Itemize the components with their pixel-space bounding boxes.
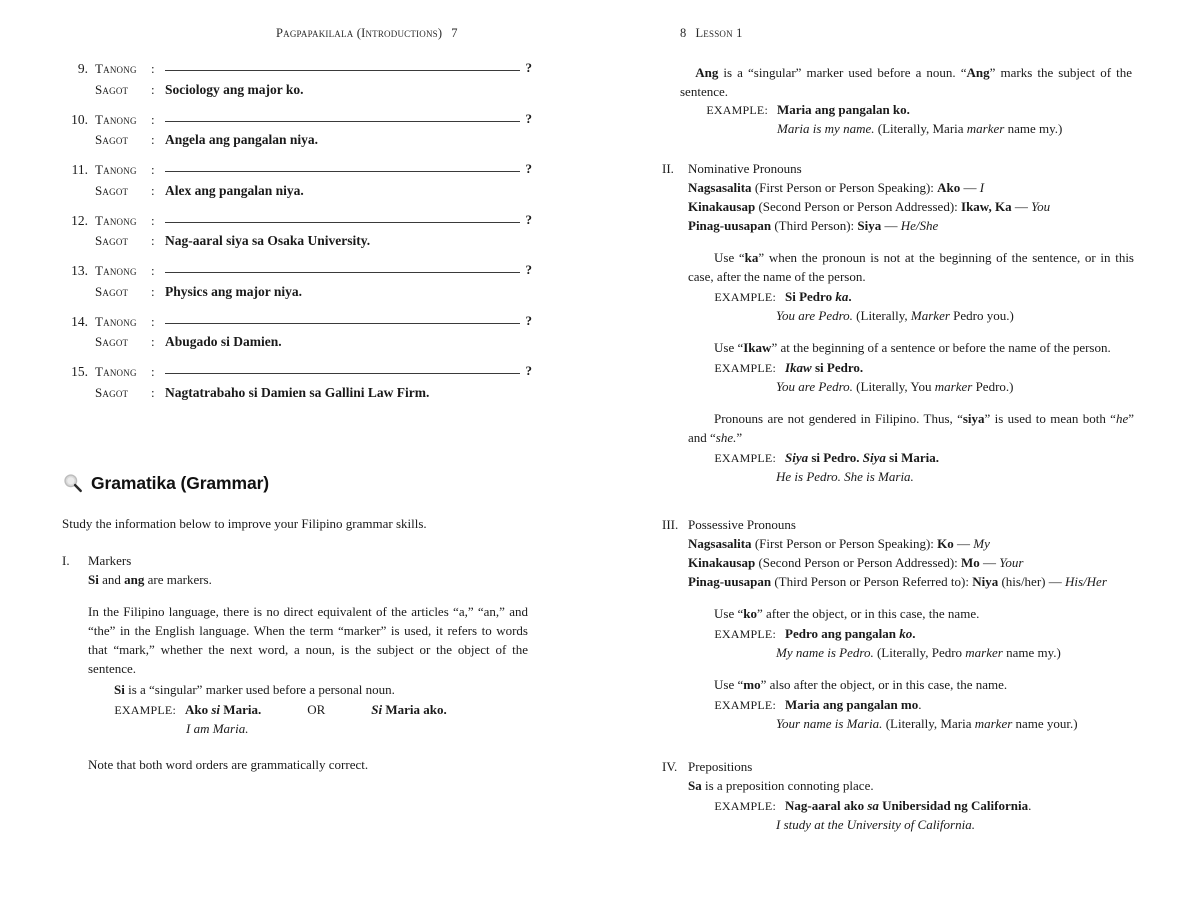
sa-rule-line [688,777,1136,796]
blank-rule [165,171,520,172]
pronoun-form: Niya [972,573,999,589]
answer-text: Sociology ang major ko. [165,81,304,97]
answer-row [62,386,532,400]
example-or: OR [307,701,326,717]
example-label: EXAMPLE: [714,697,776,712]
list-item [62,109,532,147]
example-translation [776,715,1136,734]
example-label: EXAMPLE: [706,103,768,117]
pronoun-person-term: Nagsasalita [688,535,752,551]
ko-rule-c: ” after the object, or in this case, the name. [756,605,980,621]
section-numeral: IV. [662,759,678,774]
sa-example-part3: Unibersidad ng California [878,797,1029,813]
answer-label: Sagot [95,334,129,349]
section-nominative-pronouns [662,160,1136,487]
item-number: 11. [71,162,88,177]
ikaw-bold: Ikaw [743,339,772,355]
question-row [62,311,532,329]
example-row [714,359,1136,378]
pronoun-form: Ikaw, Ka [961,198,1012,214]
ka-bold: ka [744,249,759,265]
question-row [62,361,532,379]
answer-blank-field[interactable] [165,361,532,376]
item-number: 14. [71,313,88,329]
ang-example-sentence: Maria ang pangalan ko. [777,102,910,117]
colon-separator: : [151,111,155,127]
example-a-part1: Ako [185,701,212,717]
siya-example-1: Siya [785,449,809,465]
colon-separator: : [151,313,155,329]
question-label: Tanong [95,111,137,127]
pronoun-row [688,217,1136,236]
answer-row [62,335,532,349]
answer-blank-field[interactable] [165,109,532,124]
siya-gloss-he: he [1115,410,1129,426]
item-number: 9. [77,61,88,76]
example-label: EXAMPLE: [714,289,776,304]
pronoun-row [688,554,1136,573]
ka-translation-b: Pedro you.) [949,307,1014,323]
colon-separator: : [151,61,155,76]
pronoun-row [688,573,1136,592]
example-a-si: si [211,701,221,717]
question-row [62,210,532,228]
ko-example-part3: . [912,625,916,641]
section-prepositions [662,758,1136,835]
ikaw-translation-b: Pedro.) [972,378,1014,394]
example-translation [186,720,536,739]
example-row [714,696,1136,715]
answer-text: Nag-aaral siya sa Osaka University. [165,233,371,248]
pronoun-person-desc: (Second Person or Person Addressed): [755,554,962,570]
folio-number-left: 7 [451,26,458,40]
example-text [785,359,1136,378]
running-head-title: Pagpapakilala (Introductions) [276,26,443,40]
pronoun-gloss: Your [999,554,1024,570]
mo-rule-a: Use “ [714,676,744,692]
section-numeral: I. [62,553,70,568]
ang-translation-marker: marker [966,120,1005,136]
answer-row [62,234,532,248]
question-row [62,159,532,177]
section-numeral: III. [662,517,679,532]
answer-row [62,184,532,198]
sa-translation: I study at the University of California. [776,816,975,832]
list-item [62,210,532,248]
mo-translation-a: (Literally, Maria [882,715,975,731]
si-rule-line [114,681,536,700]
ang-rule-part2: is a “singular” marker used before a noun. “ [718,65,967,80]
markers-note: Note that both word orders are grammatically correct. [88,756,369,772]
pronoun-row [688,179,1136,198]
pronoun-extra-desc: (his/her) [998,573,1046,589]
pronoun-form: Ako [937,179,961,195]
ko-translation-b: name my.) [1002,644,1061,660]
ka-rule-a: Use “ [714,249,745,265]
siya-gender-rule [688,410,1134,448]
list-item [62,159,532,197]
answer-text: Physics ang major niya. [165,283,303,299]
ang-rule-example-block [680,101,1132,139]
list-item [62,311,532,349]
pronoun-row [688,535,1136,554]
question-mark: ? [525,110,532,126]
pronoun-gloss: I [979,179,985,195]
question-mark: ? [525,211,532,227]
blank-rule [165,121,520,122]
example-row [714,625,1136,644]
sa-bold: Sa [688,777,702,793]
example-text [785,288,1136,307]
colon-separator: : [151,81,155,97]
item-number: 13. [71,263,88,278]
list-item [62,58,532,96]
spacer [62,739,536,752]
example-row [714,288,1136,307]
pronoun-person-term: Kinakausap [688,554,756,570]
colon-separator: : [151,212,155,228]
example-translation-text: I am Maria. [186,720,249,736]
ko-example-ko: ko [899,625,913,641]
pronoun-dash: — [1011,198,1032,214]
example-label: EXAMPLE: [714,626,776,641]
section-heading-row [62,552,536,571]
answer-text: Angela ang pangalan niya. [165,132,319,147]
answer-label: Sagot [95,233,129,248]
pronoun-dash: — [960,179,980,195]
example-text [785,625,1136,644]
answer-text: Abugado si Damien. [165,334,282,349]
right-page [598,0,1196,901]
example-row [706,101,1132,120]
answer-label: Sagot [95,81,129,97]
pronoun-person-term: Pinag-uusapan [688,217,772,233]
blank-rule [165,70,520,71]
question-row [62,58,532,76]
siya-translation: He is Pedro. She is Maria. [776,468,914,484]
section-title: Nominative Pronouns [688,161,802,176]
spacer [662,663,1136,676]
grammar-section-heading [62,472,269,494]
pronoun-form: Ko [937,535,954,551]
ka-example-part1: Si Pedro [785,288,836,304]
list-item [62,361,532,399]
example-translation [776,644,1136,663]
mo-example-part1: Maria ang pangalan mo [785,696,919,712]
siya-example-4: si Maria. [885,449,939,465]
ang-rule-part4: ” marks the subject of the sentence. [680,65,1132,99]
ang-translation-italic: Maria is my name. [777,120,875,136]
folio-number-right: 8 [680,26,687,40]
page-title: Gramatika (Grammar) [91,472,270,493]
pronoun-person-term: Nagsasalita [688,179,752,195]
ka-translation-a: (Literally, [852,307,911,323]
siya-rule-d: ” and “ [688,410,1135,445]
siya-bold: siya [962,410,985,426]
section-heading-row [662,516,1136,535]
colon-separator: : [151,233,155,248]
colon-separator: : [151,132,155,147]
question-mark: ? [525,161,532,176]
question-mark: ? [525,312,532,328]
mo-translation-marker: marker [974,715,1013,731]
answer-blank-field[interactable] [165,260,532,275]
example-row [114,701,536,720]
section-title: Prepositions [688,759,753,774]
colon-separator: : [151,334,155,349]
colon-separator: : [151,364,155,379]
pronoun-gloss: You [1031,198,1051,214]
example-translation [777,120,1132,139]
ikaw-rule-a: Use “ [714,339,744,355]
siya-rule-a: Pronouns are not gendered in Filipino. Thus, “ [714,410,963,426]
pronoun-row [688,198,1136,217]
question-mark: ? [525,262,532,277]
ka-rule-c: ” when the pronoun is not at the beginning of the sentence, or in this case, after the name of the person. [688,249,1134,284]
ang-translation-a: (Literally, Maria [874,120,967,136]
siya-gloss-she: she. [715,429,737,445]
ko-translation-italic: My name is Pedro. [776,644,874,660]
example-translation [776,468,1136,487]
pronoun-dash: — [1045,573,1065,589]
example-a-part3: Maria. [220,701,262,717]
pronoun-person-desc: (First Person or Person Speaking): [751,535,938,551]
colon-separator: : [151,283,155,299]
answer-blank-field[interactable] [165,311,532,326]
answer-row [62,285,532,299]
question-row [62,109,532,127]
pronoun-form: Mo [961,554,980,570]
question-mark: ? [525,363,532,378]
pronoun-form: Siya [857,217,882,233]
mo-translation-italic: Your name is Maria. [776,715,883,731]
marker-si: Si [88,571,99,587]
example-row [714,449,1136,468]
section-title: Markers [88,553,132,568]
pronoun-person-term: Kinakausap [688,198,756,214]
answer-blank-field[interactable] [165,159,532,174]
example-label: EXAMPLE: [714,360,776,375]
item-number: 15. [71,364,88,379]
ikaw-translation-marker: marker [934,378,973,394]
item-number: 10. [71,111,88,127]
colon-separator: : [151,384,155,400]
question-mark: ? [525,60,532,75]
pronoun-gloss: His/Her [1064,573,1107,589]
ko-rule-a: Use “ [714,605,744,621]
question-label: Tanong [95,61,137,76]
markers-paragraph: In the Filipino language, there is no direct equivalent of the articles “a,” “an,” and “the” in the English language. When the term “marker” is used, it refers to words that “mark,” whether the next word, a noun, is the subject or the object of the sentence. [88,603,528,676]
si-bold: Si [114,681,125,697]
question-label: Tanong [95,162,137,177]
example-translation [776,307,1136,326]
ko-example-part1: Pedro ang pangalan [785,625,900,641]
ikaw-example-part2: si Pedro. [811,359,864,375]
spacer [62,590,536,603]
markers-conjunction: and [98,571,125,587]
mo-rule-c: ” also after the object, or in this case, the name. [760,676,1008,692]
example-label: EXAMPLE: [714,798,776,813]
answer-blank-field[interactable] [165,58,532,73]
question-label: Tanong [95,313,137,329]
ka-example-ka: ka [835,288,849,304]
answer-row [62,133,532,147]
siya-rule-c: ” is used to mean both “ [984,410,1116,426]
pronoun-dash: — [953,535,974,551]
spacer [662,326,1136,339]
colon-separator: : [151,263,155,278]
example-translation [776,378,1136,397]
mo-example-part2: . [918,696,922,712]
question-row [62,260,532,278]
example-text [785,797,1136,816]
section-possessive-pronouns [662,516,1136,734]
colon-separator: : [151,182,155,198]
ang-translation-b: name my.) [1004,120,1063,136]
section-numeral: II. [662,161,674,176]
example-text [785,449,1136,468]
siya-example-2: si Pedro. [808,449,863,465]
grammar-intro-text: Study the information below to improve your Filipino grammar skills. [62,516,427,531]
sa-example-part4: . [1028,797,1032,813]
colon-separator: : [151,162,155,177]
ikaw-example-ikaw: Ikaw [785,359,812,375]
section-markers [62,552,536,775]
sa-rule-rest: is a preposition connoting place. [701,777,874,793]
ang-bold-1: Ang [695,65,719,80]
example-row [714,797,1136,816]
siya-example-3: Siya [862,449,886,465]
example-label: EXAMPLE: [114,702,176,717]
spacer [662,236,1136,249]
sa-example-part1: Nag-aaral ako [785,797,868,813]
ikaw-translation-italic: You are Pedro. [776,378,853,394]
pronoun-gloss: My [973,535,990,551]
pronoun-person-desc: (First Person or Person Speaking): [751,179,938,195]
pronoun-person-desc: (Third Person or Person Referred to): [771,573,973,589]
example-b-si: Si [371,701,383,717]
markers-line-rest: are markers. [144,571,212,587]
markers-definition-line [88,571,536,590]
section-title: Possessive Pronouns [688,517,796,532]
si-rule-rest: is a “singular” marker used before a personal noun. [124,681,395,697]
sa-example-sa: sa [867,797,879,813]
list-item [62,260,532,298]
mo-bold: mo [743,676,761,692]
ikaw-translation-a: (Literally, You [852,378,935,394]
answer-label: Sagot [95,384,129,400]
ang-bold-2: Ang [966,65,990,80]
blank-rule [165,323,520,324]
running-head-right [680,26,743,41]
marker-ang: ang [124,571,145,587]
question-label: Tanong [95,364,137,379]
ka-example-part3: . [848,288,852,304]
siya-rule-e: ” [736,429,743,445]
spacer [662,397,1136,410]
ikaw-usage-rule [688,339,1134,358]
example-b-part2: Maria ako. [382,701,447,717]
pronoun-dash: — [881,217,901,233]
pronoun-person-term: Pinag-uusapan [688,573,772,589]
example-label: EXAMPLE: [714,450,776,465]
ko-translation-marker: marker [965,644,1003,660]
ang-rule-paragraph [680,64,1132,102]
answer-row [62,83,532,97]
answer-label: Sagot [95,182,129,198]
example-text [785,696,1136,715]
answer-label: Sagot [95,132,129,147]
exercise-list [62,58,532,412]
magnifier-icon [62,472,84,494]
question-label: Tanong [95,263,137,278]
example-translation [776,816,1136,835]
blank-rule [165,222,520,223]
running-head-lesson: Lesson 1 [695,26,743,40]
mo-translation-b: name your.) [1012,715,1078,731]
answer-blank-field[interactable] [165,210,532,225]
answer-text: Alex ang pangalan niya. [165,182,304,198]
ka-usage-rule [688,249,1134,287]
spacer [662,592,1136,605]
blank-rule [165,272,520,273]
ko-usage-rule [688,605,1134,624]
ka-translation-italic: You are Pedro. [776,307,853,323]
question-label: Tanong [95,212,137,228]
ko-translation-a: (Literally, Pedro [873,644,966,660]
ikaw-rule-c: ” at the beginning of a sentence or before the name of the person. [771,339,1111,355]
blank-rule [165,373,520,374]
pronoun-dash: — [979,554,1000,570]
pronoun-gloss: He/She [900,217,939,233]
mo-usage-rule [688,676,1134,695]
section-heading-row [662,160,1136,179]
pronoun-person-desc: (Second Person or Person Addressed): [755,198,962,214]
running-head-left [276,26,458,41]
item-number: 12. [71,212,88,228]
section-heading-row [662,758,1136,777]
answer-label: Sagot [95,283,129,299]
ka-translation-marker: Marker [910,307,950,323]
answer-text: Nagtatrabaho si Damien sa Gallini Law Firm. [165,384,430,400]
example-text [185,701,536,720]
pronoun-person-desc: (Third Person): [771,217,858,233]
ko-bold: ko [743,605,757,621]
example-text [777,101,1132,120]
